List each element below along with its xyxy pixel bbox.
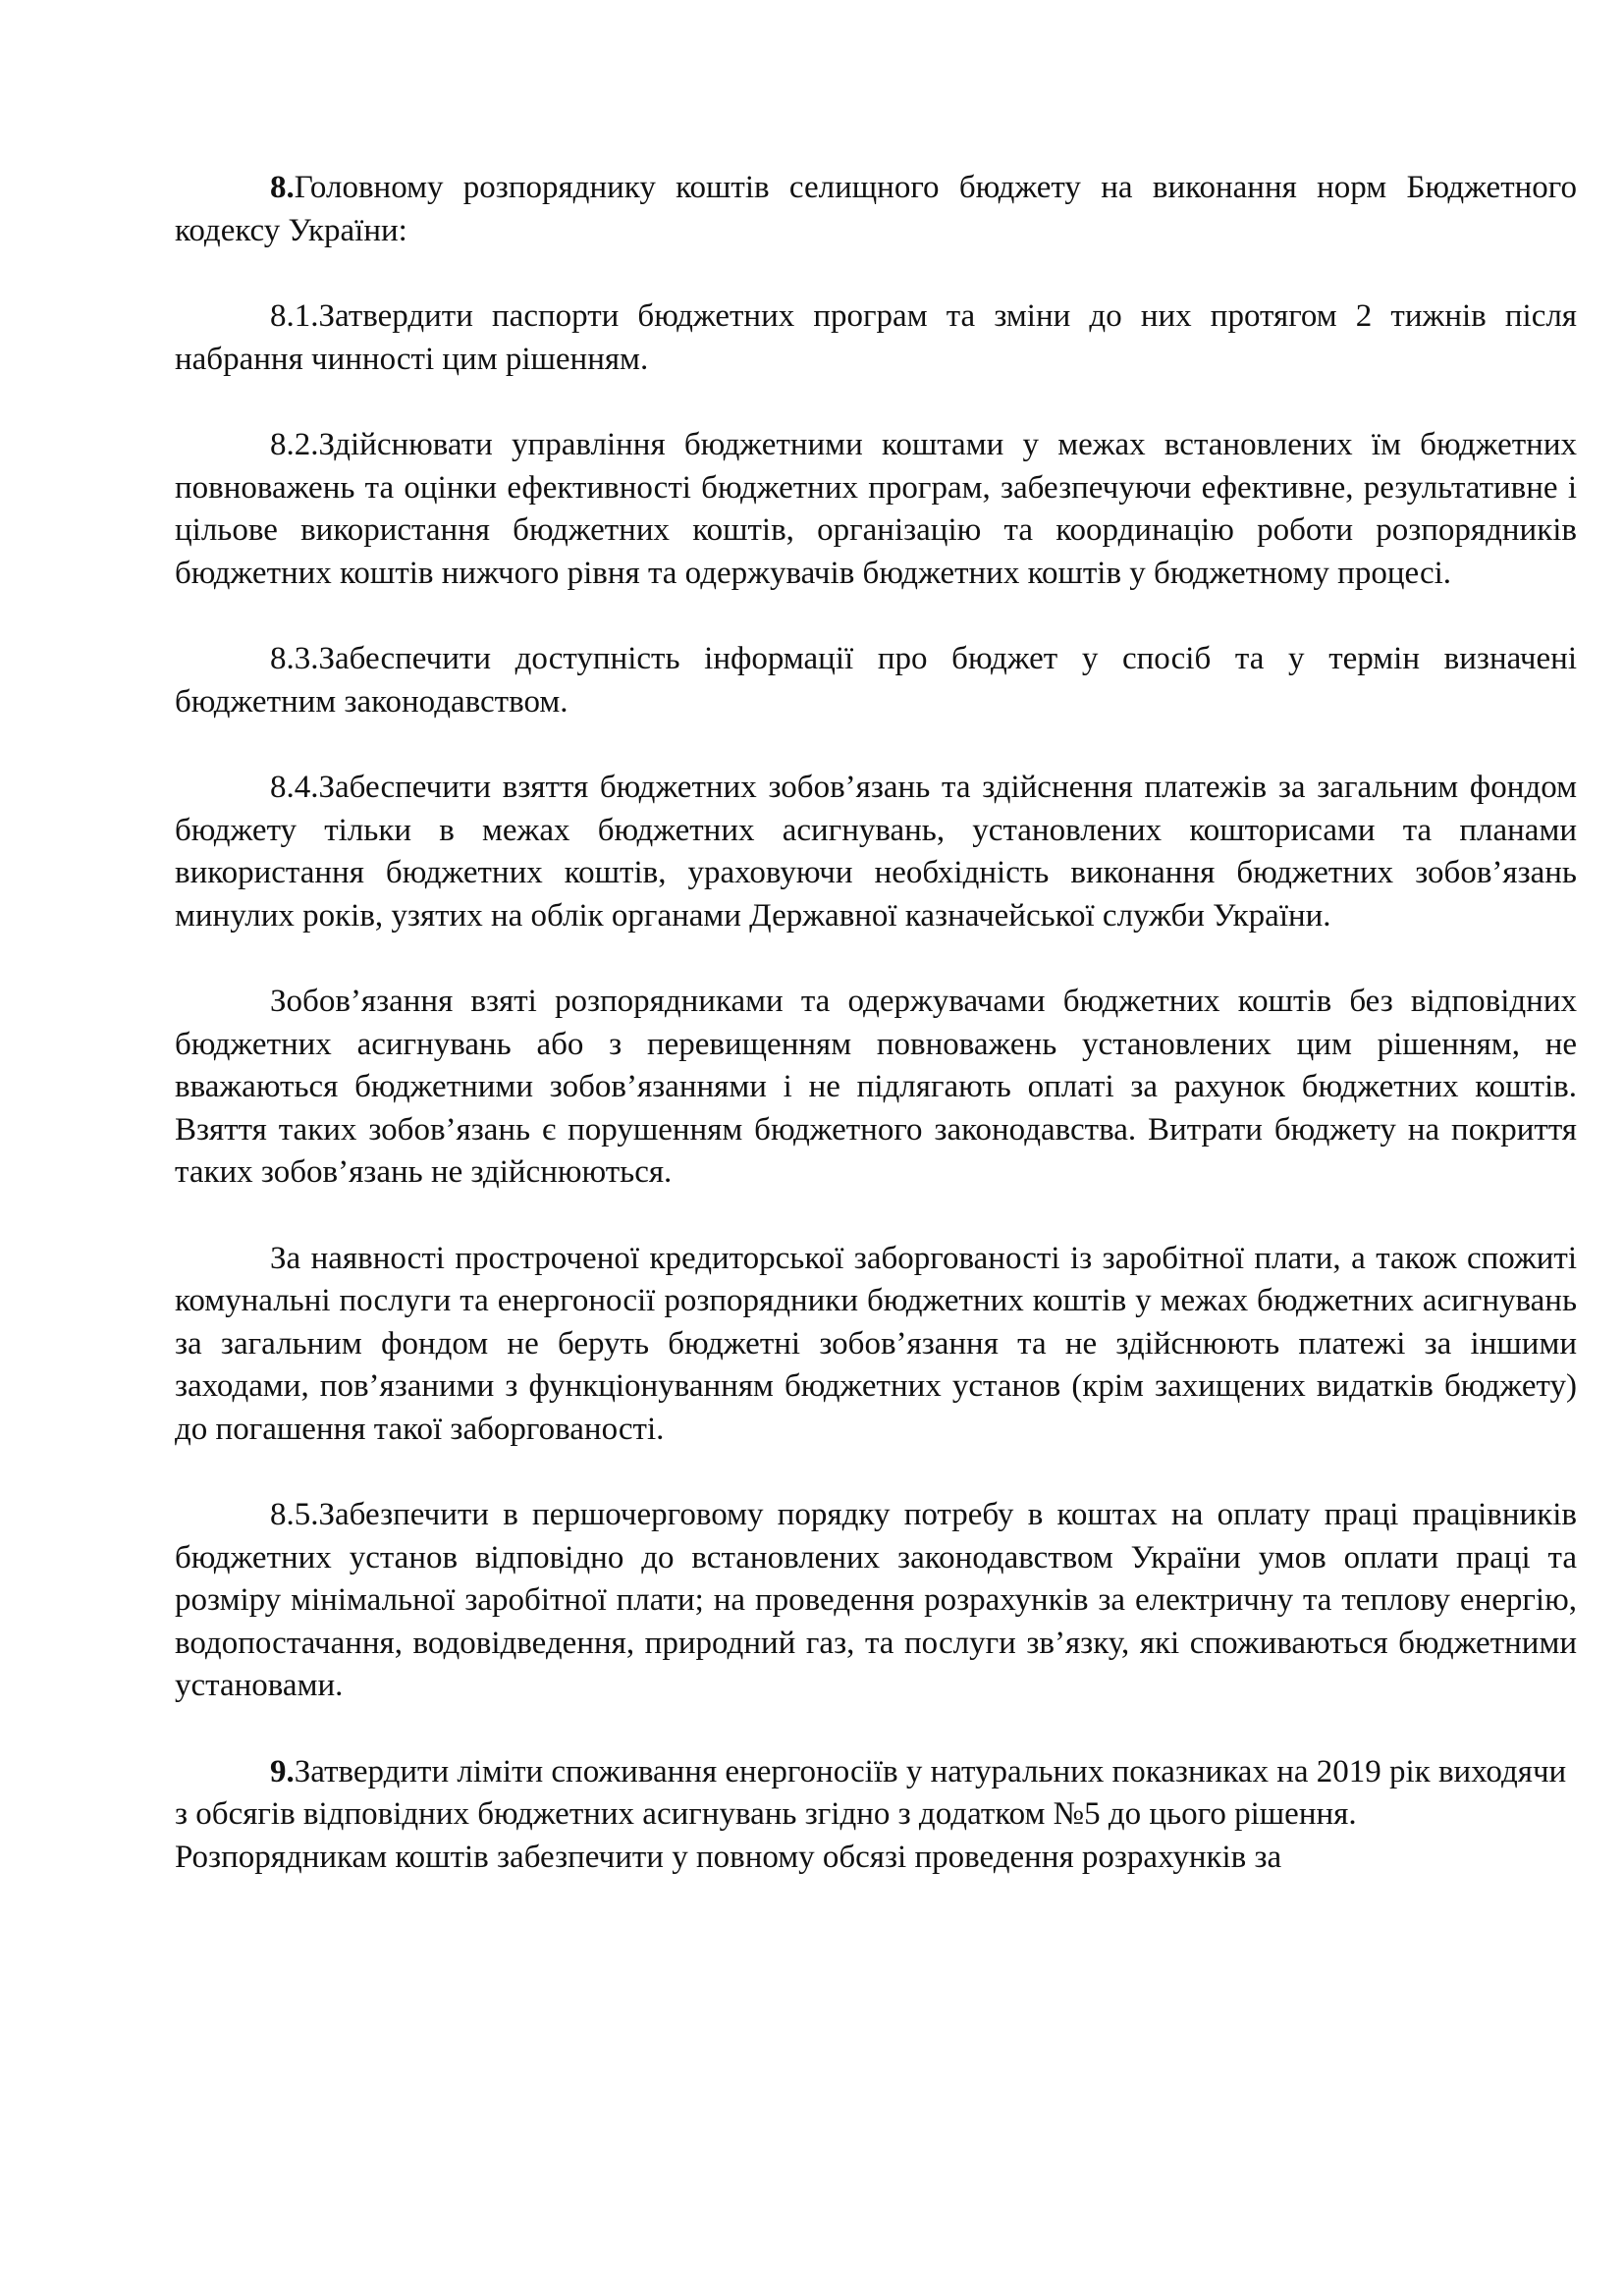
clause-text: Головному розпоряднику коштів селищного бюджету на виконання норм Бюджетного кодексу України: (175, 170, 1577, 248)
clause-8 (175, 167, 1577, 252)
clause-8-3: 8.3.Забеспечити доступність інформації про бюджет у спосіб та у термін визначені бюджетним законодавством. (175, 641, 1577, 720)
managers-paragraph: Розпорядникам коштів забезпечити у повному обсязі проведення розрахунків за (175, 1839, 1282, 1875)
clause-8-4: 8.4.Забеспечити взяття бюджетних зобов’язань та здійснення платежів за загальним фондом бюджету тільки в межах бюджетних асигнувань, установлених кошторисами та планами використання бюджетних коштів, ураховуючи необхідність виконання бюджетних зобов’язань минулих років, узятих на облік органами Державної казначейської служби України. (175, 770, 1577, 934)
document-body (175, 167, 1577, 1879)
obligations-paragraph: Зобов’язання взяті розпорядниками та одержувачами бюджетних коштів без відповідних бюджетних асигнувань або з перевищенням повноважень установлених цим рішенням, не вважаються бюджетними зобов’язаннями і не підлягають оплаті за рахунок бюджетних коштів. Взяття таких зобов’язань є порушенням бюджетного законодавства. Витрати бюджету на покриття таких зобов’язань не здійснюються. (175, 984, 1577, 1190)
clause-9 (175, 1751, 1577, 1837)
clause-8-5: 8.5.Забезпечити в першочерговому порядку потребу в коштах на оплату праці працівників бюджетних установ відповідно до встановлених законодавством України умов оплати праці та розміру мінімальної заробітної плати; на проведення розрахунків за електричну та теплову енергію, водопостачання, водовідведення, природний газ, та послуги зв’язку, які споживаються бюджетними установами. (175, 1497, 1577, 1703)
arrears-paragraph: За наявності простроченої кредиторської заборгованості із заробітної плати, а також спожиті комунальні послуги та енергоносії розпорядники бюджетних коштів у межах бюджетних асигнувань за загальним фондом не беруть бюджетні зобов’язання та не здійснюють платежі за іншими заходами, пов’язаними з функціонуванням бюджетних установ (крім захищених видатків бюджету) до погашення такої заборгованості. (175, 1240, 1577, 1447)
clause-8-1: 8.1.Затвердити паспорти бюджетних програм та зміни до них протягом 2 тижнів після набрання чинності цим рішенням. (175, 298, 1577, 377)
clause-number: 9. (270, 1753, 295, 1789)
clause-8-2: 8.2.Здійснювати управління бюджетними коштами у межах встановлених їм бюджетних повноважень та оцінки ефективності бюджетних програм, забезпечуючи ефективне, результативне і цільове використання бюджетних коштів, організацію та координацію роботи розпорядників бюджетних коштів нижчого рівня та одержувачів бюджетних коштів у бюджетному процесі. (175, 427, 1577, 591)
clause-number: 8. (270, 170, 295, 205)
clause-text: Затвердити ліміти споживання енергоносіїв у натуральних показниках на 2019 рік виходячи з обсягів відповідних бюджетних асигнувань згідно з додатком №5 до цього рішення. (175, 1753, 1567, 1832)
